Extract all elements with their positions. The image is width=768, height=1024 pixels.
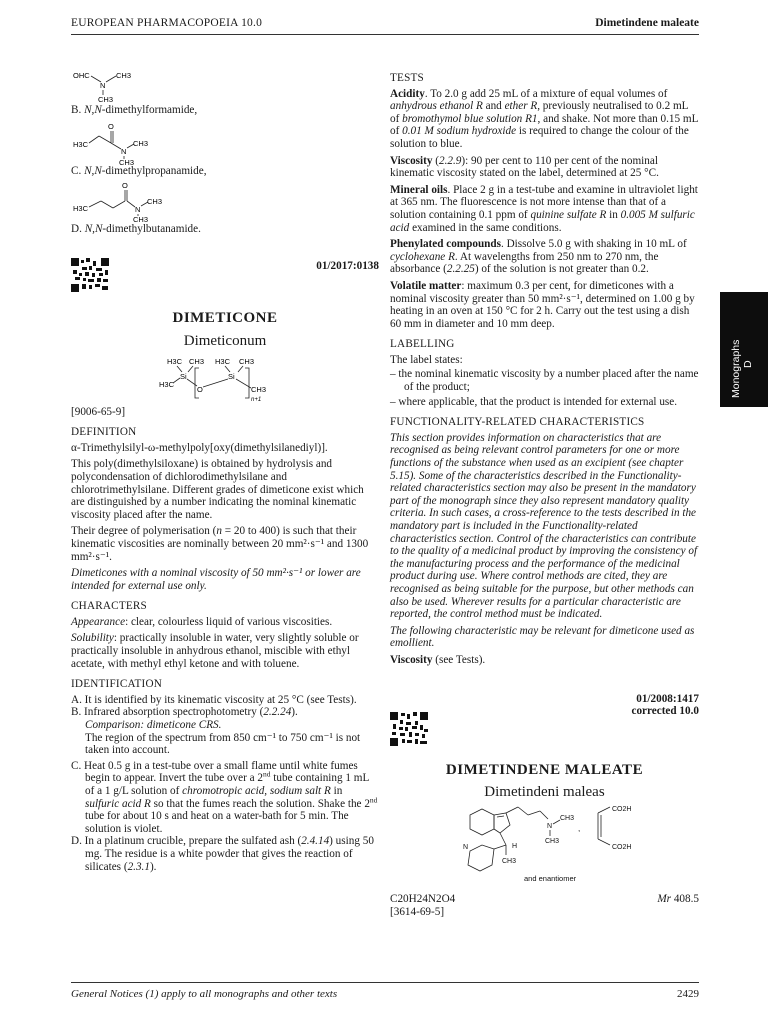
- svg-text:H3C: H3C: [159, 379, 175, 389]
- svg-text:CH3: CH3: [502, 857, 517, 865]
- structure-dimeticone: [159, 354, 309, 402]
- svg-text:CH3: CH3: [251, 384, 267, 394]
- svg-text:CH3: CH3: [189, 356, 205, 366]
- svg-text:n+1: n+1: [251, 396, 262, 402]
- svg-text:CH3: CH3: [133, 215, 149, 224]
- definition-chemical-name: α-Trimethylsilyl-ω-methylpoly[oxy(dimethylsilanediyl)].: [71, 441, 328, 454]
- section-tests: TESTS: [390, 72, 424, 84]
- svg-text:Si: Si: [228, 371, 235, 381]
- cas-number: [9006-65-9]: [71, 405, 126, 418]
- side-tab-text: Monographs D: [730, 339, 754, 398]
- qr-code-dimeticone: [71, 258, 109, 292]
- identification-b-comparison: Comparison: dimeticone CRS.: [85, 719, 222, 732]
- structure-dimethylformamide: [73, 68, 183, 104]
- functionality-following: The following characteristic may be relevant for dimeticone used as emollient.: [390, 624, 695, 650]
- cas-number-dimetindene: [3614-69-5]: [390, 905, 445, 918]
- test-volatile-matter: Volatile matter: maximum 0.3 per cent, for dimeticones with a nominal viscosity greater than 50 mm²·s⁻¹, determined on 1.00 g by heating in an oven at 150 °C for 2 h. Carry out the test using a dish 60 mm in diameter and 10 mm deep.: [390, 279, 695, 330]
- structure-dimethylbutanamide: [71, 181, 221, 223]
- svg-text:CH3: CH3: [545, 837, 560, 845]
- relative-molecular-mass: Mr 408.5: [657, 892, 699, 905]
- running-header-right: Dimetindene maleate: [595, 17, 699, 29]
- molecular-formula: C20H24N2O4: [390, 892, 456, 905]
- formula-row: [390, 893, 699, 906]
- section-definition: DEFINITION: [71, 426, 137, 439]
- identification-d: D. In a platinum crucible, prepare the sulfated ash (2.4.14) using 50 mg. The residue is a white powder that gives the reaction of silicates (2.3.1).: [71, 835, 374, 873]
- svg-text:N: N: [547, 822, 553, 830]
- section-identification: IDENTIFICATION: [71, 678, 163, 691]
- labelling-item-1: – the nominal kinematic viscosity by a number placed after the name of the product;: [390, 368, 699, 394]
- impurity-c-label: C. N,N-dimethylpropanamide,: [71, 164, 207, 177]
- side-tab: [720, 292, 768, 407]
- latin-name-dimeticone: Dimeticonum: [183, 332, 267, 349]
- identification-a: A. It is identified by its kinematic viscosity at 25 °C (see Tests).: [71, 693, 357, 706]
- definition-polymerisation: Their degree of polymerisation (n = 20 to 400) is such that their kinematic viscosities are nominally between 20 mm²·s⁻¹ and 1300 mm²·s⁻¹.: [71, 525, 369, 563]
- section-labelling: LABELLING: [390, 338, 455, 351]
- svg-text:H: H: [512, 842, 518, 850]
- svg-text:CH3: CH3: [239, 356, 255, 366]
- left-column: [71, 68, 379, 873]
- svg-text:CH3: CH3: [147, 197, 163, 207]
- svg-text:and enantiomer: and enantiomer: [524, 873, 577, 883]
- test-phenylated-compounds: Phenylated compounds. Dissolve 5.0 g with shaking in 10 mL of cyclohexane R. At wavelengths from 250 nm to 270 nm, the absorbance (2.2.25) of the solution is not greater than 0.2.: [390, 238, 687, 276]
- svg-text:H3C: H3C: [215, 356, 231, 366]
- labelling-item-2: – where applicable, that the product is intended for external use.: [390, 395, 678, 408]
- test-mineral-oils: Mineral oils. Place 2 g in a test-tube and examine in ultraviolet light at 365 nm. The fluorescence is not more intense than that of a solution containing 0.1 ppm of quinine sulfate R in 0.005 M sulfuric acid examined in the same conditions.: [390, 183, 698, 234]
- impurity-b-label: B. N,N-dimethylformamide,: [71, 104, 198, 116]
- page-number: 2429: [677, 988, 699, 1000]
- svg-text:CH3: CH3: [98, 95, 114, 104]
- svg-text:N: N: [100, 81, 106, 90]
- monograph-title-dimeticone: DIMETICONE: [172, 310, 278, 327]
- svg-text:Si: Si: [180, 371, 187, 381]
- test-acidity: Acidity. To 2.0 g add 25 mL of a mixture of equal volumes of anhydrous ethanol R and ether R, previously neutralised to 0.2 mL of bromothymol blue solution R1, and shake. Not more than 0.15 mL of 0.01 M sodium hydroxide is required to change the colour of the solution to blue.: [390, 87, 699, 150]
- svg-text:O: O: [122, 181, 128, 191]
- svg-text:H3C: H3C: [73, 139, 89, 149]
- definition-note: Dimeticones with a nominal viscosity of 50 mm²·s⁻¹ or lower are intended for external use only.: [71, 567, 361, 592]
- running-header-left: EUROPEAN PHARMACOPOEIA 10.0: [71, 17, 263, 29]
- labelling-intro: The label states:: [390, 353, 463, 366]
- svg-text:H3C: H3C: [167, 356, 183, 366]
- identification-b: B. Infrared absorption spectrophotometry (2.2.24).: [71, 706, 298, 719]
- svg-text:,: ,: [578, 823, 581, 833]
- impurity-d-label: D. N,N-dimethylbutanamide.: [71, 223, 201, 236]
- svg-text:CH3: CH3: [133, 138, 149, 148]
- footer-note: General Notices (1) apply to all monographs and other texts: [71, 988, 338, 1000]
- functionality-viscosity: Viscosity (see Tests).: [390, 653, 486, 666]
- svg-text:N: N: [135, 205, 141, 215]
- svg-text:CH3: CH3: [119, 157, 135, 165]
- definition-text: This poly(dimethylsiloxane) is obtained by hydrolysis and polycondensation of dichlorodimethylsilane and chlorotrimethylsilane. Different grades of dimeticone exist which are distinguished by a number indicating the nominal kinematic viscosity placed after the name.: [71, 458, 364, 521]
- section-characters: CHARACTERS: [71, 600, 147, 613]
- svg-text:N: N: [463, 843, 469, 851]
- svg-text:O: O: [197, 384, 203, 394]
- solubility: Solubility: practically insoluble in water, very slightly soluble or practically insoluble in anhydrous ethanol, miscible with ethyl acetate, with methyl ethyl ketone and with toluene.: [71, 632, 359, 670]
- functionality-text: This section provides information on characteristics that are recognised as being relevant control parameters for one or more functions of the substance when used as an excipient (see chapter 5.15). Some of the characteristics described in the Functionality-related characteristics section may also be present in the mandatory part of the monograph since they also represent mandatory quality criteria. In such cases, a cross-reference to the tests described in the mandatory part is included in the Functionality-related characteristics section. Control of the characteristics can contribute to the quality of a medicinal product by improving the consistency of the manufacturing process and the performance of the medicinal product during use. Where control methods are cited, they are recognised as being suitable for the purpose, but other methods can also be used. Wherever results for a particular characteristic are reported, the control method must be indicated.: [390, 431, 698, 621]
- test-viscosity: Viscosity (2.2.9): 90 per cent to 110 per cent of the nominal kinematic viscosity stated on the label, determined at 25 °C.: [390, 154, 659, 180]
- header-rule: [71, 34, 699, 35]
- svg-text:CO2H: CO2H: [612, 805, 632, 813]
- identification-c: C. Heat 0.5 g in a test-tube over a small flame until white fumes begin to appear. Invert the tube over a 2nd tube containing 1 mL of a 1 g/L solution of chromotropic acid, sodium salt R in sulfuric acid R so that the fumes reach the solution. Shake the 2nd tube for about 10 s and heat on a water-bath for 5 min. The solution is violet.: [71, 759, 378, 835]
- right-column: [390, 72, 699, 923]
- svg-text:H3C: H3C: [73, 204, 89, 214]
- svg-text:N: N: [121, 146, 127, 156]
- latin-name-dimetindene: Dimetindeni maleas: [484, 784, 605, 801]
- structure-dimetindene-maleate: [460, 805, 660, 893]
- qr-code-dimetindene: [390, 712, 428, 746]
- identification-b-region: The region of the spectrum from 850 cm⁻¹ to 750 cm⁻¹ is not taken into account.: [85, 731, 361, 757]
- monograph-number: 01/2017:0138: [316, 259, 379, 272]
- svg-text:OHC: OHC: [73, 71, 90, 80]
- next-monograph-number: 01/2008:1417 corrected 10.0: [631, 692, 699, 718]
- monograph-title-dimetindene: DIMETINDENE MALEATE: [445, 761, 644, 778]
- svg-text:CH3: CH3: [560, 814, 575, 822]
- svg-text:CO2H: CO2H: [612, 843, 632, 851]
- footer-rule: [71, 982, 699, 983]
- section-functionality: FUNCTIONALITY-RELATED CHARACTERISTICS: [390, 416, 645, 429]
- svg-text:CH3: CH3: [116, 71, 132, 80]
- appearance: Appearance: clear, colourless liquid of various viscosities.: [71, 615, 333, 628]
- structure-dimethylpropanamide: [71, 121, 201, 165]
- svg-text:O: O: [108, 121, 114, 131]
